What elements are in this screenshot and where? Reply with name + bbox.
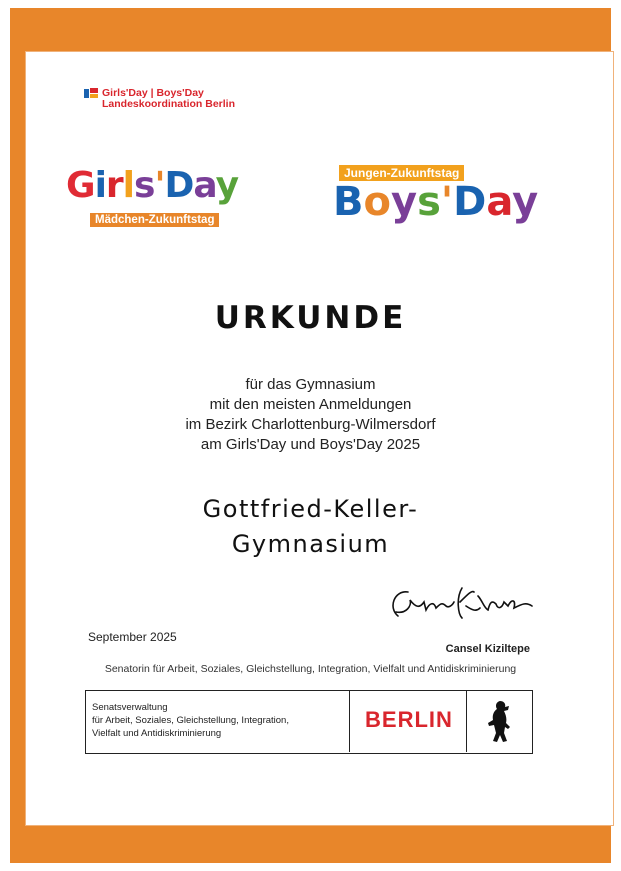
signer-role: Senatorin für Arbeit, Soziales, Gleichstellung, Integration, Vielfalt und Antidiskriminierung	[104, 663, 517, 675]
signer-name: Cansel Kiziltepe	[445, 643, 530, 655]
berlin-wordmark: BERLIN	[365, 707, 453, 732]
school-name-line: Gottfried-Keller-	[202, 495, 419, 523]
boys-day-letter: '	[440, 179, 454, 225]
boys-day-letter: y	[390, 179, 418, 225]
certificate-title: URKUNDE	[214, 300, 407, 336]
girls-day-subtitle: Mädchen-Zukunftstag	[90, 213, 219, 227]
girls-boys-day-mark-icon	[84, 88, 98, 99]
department-line: Vielfalt und Antidiskriminierung	[92, 728, 222, 739]
girls-day-letter: G	[66, 165, 95, 206]
box-divider	[349, 691, 350, 752]
boys-day-letter: y	[512, 179, 539, 225]
girls-day-letter: '	[154, 165, 165, 206]
boys-day-letter: s	[417, 179, 441, 225]
issue-date: September 2025	[88, 630, 177, 644]
coordination-title: Girls'Day | Boys'Day	[102, 87, 204, 99]
girls-day-letter: y	[215, 165, 239, 206]
certificate-intro	[0, 375, 621, 455]
boys-day-letter: o	[363, 179, 391, 225]
girls-day-letter: s	[134, 165, 155, 206]
boys-day-letter: B	[333, 179, 364, 225]
boys-day-letter: D	[453, 179, 487, 225]
boys-day-wordmark	[333, 179, 538, 225]
boys-day-subtitle: Jungen-Zukunftstag	[339, 165, 464, 181]
intro-line: am Girls'Day und Boys'Day 2025	[200, 436, 421, 453]
intro-line: mit den meisten Anmeldungen	[209, 396, 412, 413]
senate-department-box	[85, 690, 533, 754]
intro-line: für das Gymnasium	[245, 376, 376, 393]
coordination-subtitle: Landeskoordination Berlin	[102, 98, 236, 110]
school-name-line: Gymnasium	[231, 530, 390, 558]
boys-day-letter: a	[486, 179, 513, 225]
school-name	[0, 492, 621, 562]
girls-day-letter: a	[193, 165, 216, 206]
girls-day-letter: D	[164, 165, 194, 206]
coordination-header	[84, 88, 235, 110]
boys-day-logo	[333, 165, 548, 235]
department-line: Senatsverwaltung	[92, 702, 168, 713]
department-line: für Arbeit, Soziales, Gleichstellung, Integration,	[92, 715, 289, 726]
girls-day-letter: l	[122, 165, 135, 206]
box-divider	[466, 691, 467, 752]
girls-day-logo	[66, 165, 271, 235]
department-name	[92, 701, 289, 740]
girls-day-letter: r	[105, 165, 123, 206]
berlin-bear-icon	[484, 699, 514, 745]
handwritten-signature	[386, 578, 536, 628]
intro-line: im Bezirk Charlottenburg-Wilmersdorf	[185, 416, 436, 433]
girls-day-letter: i	[94, 165, 106, 206]
girls-day-wordmark	[66, 165, 238, 206]
